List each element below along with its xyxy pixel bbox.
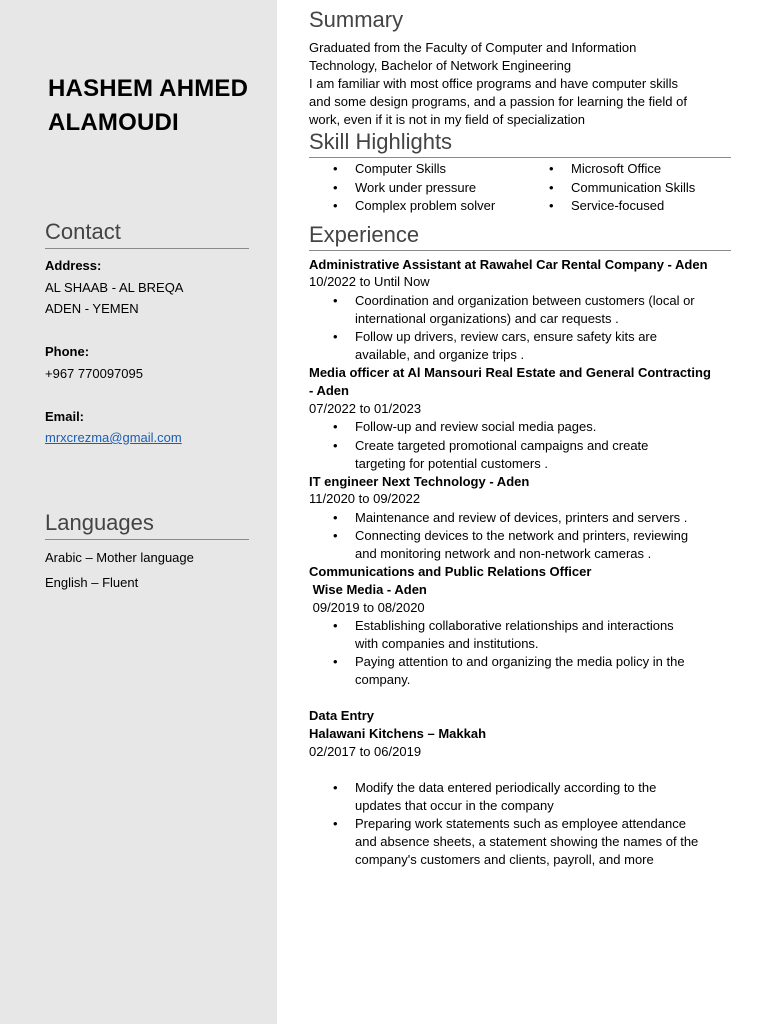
bullet-line: Coordination and organization between customers (local or [355, 293, 695, 308]
bullet-icon: • [333, 329, 338, 344]
skills-column-right [525, 160, 695, 216]
job-date: 10/2022 to Until Now [309, 274, 430, 289]
job-title [309, 707, 733, 743]
bullet-line: international organizations) and car requests . [355, 311, 619, 326]
bullet-line: Create targeted promotional campaigns and create [355, 438, 649, 453]
experience-heading: Experience [309, 221, 731, 251]
bullet-icon: • [333, 293, 338, 308]
job-bullet [309, 527, 733, 563]
language-item: English – Fluent [45, 575, 139, 590]
email-link[interactable]: mrxcrezma@gmail.com [45, 430, 182, 445]
bullet-line: targeting for potential customers . [355, 456, 548, 471]
sidebar [0, 0, 277, 1024]
bullet-line: Establishing collaborative relationships and interactions [355, 618, 674, 633]
skill-label: Microsoft Office [571, 161, 662, 176]
summary-text [309, 39, 731, 129]
bullet-icon: • [549, 198, 554, 213]
bullet-icon: • [333, 161, 338, 176]
phone-number: +967 770097095 [45, 366, 143, 381]
skills-column-left [309, 160, 495, 216]
job-bullet [309, 617, 733, 653]
job-bullet [309, 653, 733, 689]
bullet-line: Paying attention to and organizing the media policy in the [355, 654, 685, 669]
bullet-icon: • [333, 198, 338, 213]
summary-line: I am familiar with most office programs and have computer skills [309, 76, 678, 91]
bullet-icon: • [333, 780, 338, 795]
skill-label: Service-focused [571, 198, 665, 213]
bullet-icon: • [549, 161, 554, 176]
job-title-line: Media officer at Al Mansouri Real Estate and General Contracting [309, 365, 711, 380]
job-bullet [309, 418, 733, 436]
bullet-icon: • [333, 816, 338, 831]
skill-item [525, 179, 695, 198]
language-item: Arabic – Mother language [45, 550, 194, 565]
job-title-line: Data Entry [309, 708, 375, 723]
skill-label: Work under pressure [355, 179, 477, 195]
email-label: Email: [45, 409, 85, 424]
bullet-icon: • [333, 419, 338, 434]
bullet-line: updates that occur in the company [355, 798, 554, 813]
bullet-icon: • [333, 438, 338, 453]
address-label: Address: [45, 258, 102, 273]
skill-item [525, 197, 695, 216]
job-date: 11/2020 to 09/2022 [309, 491, 421, 506]
job-title: Administrative Assistant at Rawahel Car Rental Company - Aden [309, 257, 708, 272]
skill-item [525, 160, 695, 179]
job-bullet [309, 815, 733, 869]
bullet-line: company's customers and clients, payroll, and more [355, 852, 654, 867]
bullet-line: available, and organize trips . [355, 347, 525, 362]
bullet-line: company. [355, 672, 411, 687]
bullet-line: Maintenance and review of devices, printers and servers . [355, 510, 688, 525]
bullet-icon: • [333, 179, 338, 195]
bullet-icon: • [333, 654, 338, 669]
summary-line: Technology, Bachelor of Network Engineering [309, 58, 572, 73]
bullet-icon: • [333, 528, 338, 543]
job-title [309, 364, 733, 400]
name-line-2: ALAMOUDI [48, 109, 179, 136]
bullet-icon: • [549, 179, 554, 195]
skill-label: Computer Skills [355, 161, 447, 176]
candidate-name [48, 72, 268, 140]
skill-label: Communication Skills [571, 179, 696, 195]
phone-label: Phone: [45, 344, 90, 359]
summary-heading: Summary [309, 7, 404, 32]
job-bullet [309, 437, 733, 473]
bullet-line: Connecting devices to the network and printers, reviewing [355, 528, 689, 543]
job-title-line: - Aden [309, 383, 349, 398]
skill-item [309, 160, 495, 179]
job-title-line: Halawani Kitchens – Makkah [309, 726, 487, 741]
job-bullet [309, 292, 733, 328]
job-title-line: Wise Media - Aden [309, 582, 427, 597]
address-line-1: AL SHAAB - AL BREQA [45, 280, 184, 295]
job-bullet [309, 779, 733, 815]
contact-heading: Contact [45, 218, 249, 249]
job-title-line: Communications and Public Relations Officer [309, 564, 592, 579]
job-date: 07/2022 to 01/2023 [309, 401, 422, 416]
job-bullet [309, 328, 733, 364]
name-line-1: HASHEM AHMED [48, 75, 249, 102]
summary-line: work, even if it is not in my field of specialization [309, 112, 586, 127]
bullet-line: Modify the data entered periodically according to the [355, 780, 657, 795]
job-title: IT engineer Next Technology - Aden [309, 474, 530, 489]
bullet-line: and monitoring network and non-network cameras . [355, 546, 652, 561]
bullet-line: with companies and institutions. [355, 636, 539, 651]
skills-heading: Skill Highlights [309, 128, 731, 158]
skill-item [309, 197, 495, 216]
job-bullet [309, 509, 733, 527]
job-date: 02/2017 to 06/2019 [309, 744, 422, 759]
bullet-line: Follow-up and review social media pages. [355, 419, 597, 434]
skill-item [309, 179, 495, 198]
job-title [309, 563, 733, 599]
bullet-line: and absence sheets, a statement showing the names of the [355, 834, 699, 849]
job-date: 09/2019 to 08/2020 [309, 600, 425, 615]
skill-label: Complex problem solver [355, 198, 496, 213]
summary-line: Graduated from the Faculty of Computer and Information [309, 40, 637, 55]
bullet-icon: • [333, 618, 338, 633]
languages-heading: Languages [45, 509, 249, 540]
address-line-2: ADEN - YEMEN [45, 301, 139, 316]
bullet-line: Follow up drivers, review cars, ensure safety kits are [355, 329, 657, 344]
bullet-icon: • [333, 510, 338, 525]
summary-line: and some design programs, and a passion for learning the field of [309, 94, 687, 109]
bullet-line: Preparing work statements such as employee attendance [355, 816, 686, 831]
